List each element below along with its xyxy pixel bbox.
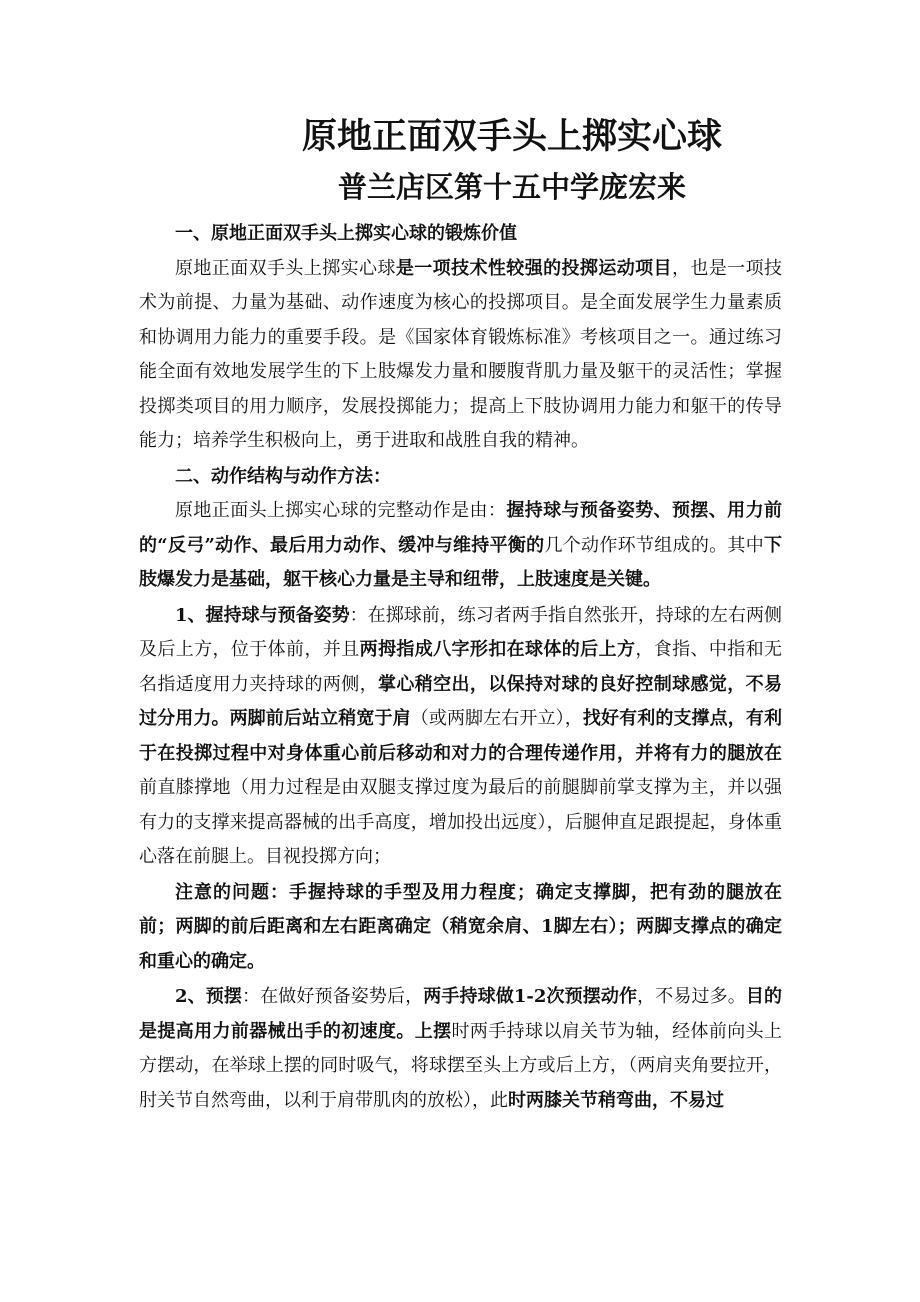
section-1-paragraph	[139, 252, 782, 459]
text-run: 原地正面双手头上掷实心球	[175, 257, 396, 279]
preswing-paragraph	[139, 980, 782, 1118]
document-subtitle: 普兰店区第十五中学庞宏来	[337, 170, 686, 204]
bold-run: 掌心稍空出，以保持对球的良好控制球感觉，不易过分用力。两脚前后站立稍宽于肩	[139, 673, 783, 729]
bold-run: 两手持球做1-2次预摆动作	[423, 986, 638, 1007]
text-run: 前直膝撑地（用力过程是由双腿支撑过度为最后的前腿脚前掌支撑为主，并以强有力的支撑来提高器械的出手高度，增加投出远度），后腿伸直足跟提起，身体重心落在前腿上。目视投掷方向；	[139, 777, 782, 867]
bold-run: 两拇指成八字形扣在球体的后上方	[359, 639, 636, 660]
text-run: 时两手持球以肩关节为轴，经体前向头上方摆动，在举球上摆的同时吸气，将球摆至头上方或后上方，（两肩夹角要拉开，肘关节自然弯曲，以利于肩带肌肉的放松），此	[139, 1020, 782, 1111]
text-run: 原地正面头上掷实心球的完整动作是由：	[175, 500, 507, 521]
text-run: （或两脚左右开立），	[410, 708, 583, 729]
section-1-heading: 一、原地正面双手头上掷实心球的锻炼价值	[175, 223, 517, 244]
document-body	[139, 217, 782, 1118]
grip-and-stance-paragraph	[139, 599, 782, 875]
bold-run: 是一项技术性较强的投掷运动项目	[395, 257, 672, 279]
text-run: ，食指、中指和无名指适度用力夹持球的两侧，	[139, 639, 783, 695]
bold-run: 下肢爆发力是基础，躯干核心力量是主导和纽带，上肢速度是关键。	[139, 534, 782, 590]
bold-run: 目的是提高用力前器械出手的初速度。上摆	[139, 986, 783, 1042]
text-run: ，也是一项技术为前提、力量为基础、动作速度为核心的投掷项目。是全面发展学生力量素质和协调用力能力的重要手段。是《国家体育锻炼标准》考核项目之一。通过练习能全面有效地发展学生的下上肢爆发力量和腰腹背肌力量及躯干的灵活性；掌握投掷类项目的用力顺序，发展投掷能力；提高上下肢协调用力能力和躯干的传导能力；培养学生积极向上，勇于进取和战胜自我的精神。	[139, 257, 782, 451]
section-2-intro-paragraph	[139, 494, 782, 598]
bold-run: 找好有利的支撑点，有利于在投掷过程中对身体重心前后移动和对力的合理传递作用，并将有力的腿放在	[139, 708, 783, 764]
text-run: ，不易过多。	[637, 986, 746, 1007]
bold-run: 2、预摆	[175, 986, 243, 1007]
text-run: ：在做好预备姿势后，	[242, 986, 424, 1007]
section-2-heading: 二、动作结构与动作方法：	[175, 465, 391, 487]
bold-run: 1、握持球与预备姿势	[175, 604, 350, 626]
document-title: 原地正面双手头上掷实心球	[301, 116, 722, 157]
text-run: 几个动作环节组成的。其中	[544, 534, 764, 556]
bold-run: 握持球与预备姿势、预摆、用力前的“反弓”动作、最后用力动作、缓冲与维持平衡的	[139, 500, 782, 556]
notes-paragraph: 注意的问题：手握持球的手型及用力程度；确定支撑脚，把有劲的腿放在前；两脚的前后距离和左右距离确定（稍宽余肩、1脚左右）；两脚支撑点的确定和重心的确定。	[139, 881, 782, 972]
text-run: ：在掷球前，练习者两手指自然张开，持球的左右两侧及后上方，位于体前，并且	[139, 604, 782, 660]
bold-run: 时两膝关节稍弯曲，不易过	[508, 1089, 724, 1111]
